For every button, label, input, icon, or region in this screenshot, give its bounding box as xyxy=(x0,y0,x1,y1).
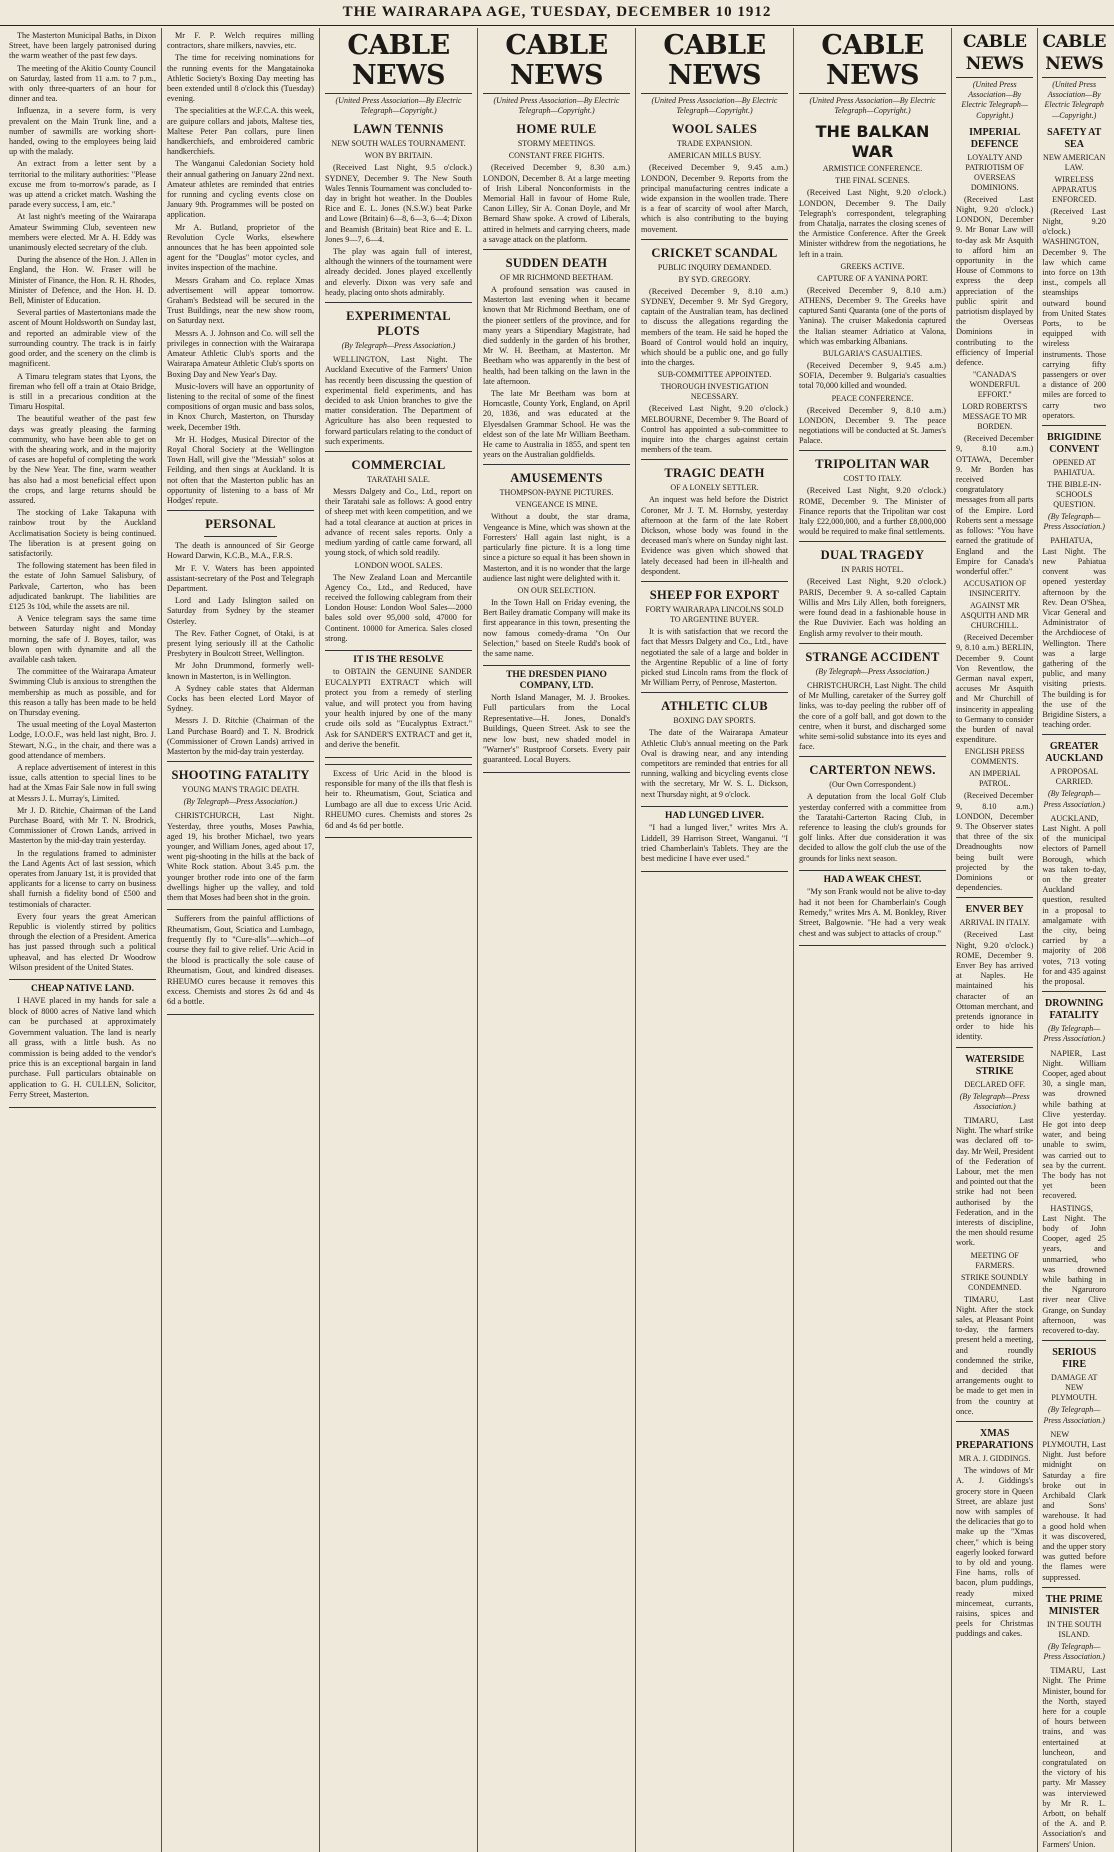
press-credit: (By Telegraph—Press Association.) xyxy=(959,1091,1030,1111)
divider xyxy=(956,1047,1033,1048)
subheading: DAMAGE AT NEW PLYMOUTH. xyxy=(1050,1373,1098,1403)
article-paragraph: Messrs Dalgety and Co., Ltd., report on their Taratahi sale as follows: A good entry of sheep met with keen competition, and we had a total clearance at auction at prices in advance of recent sales reports. Only a medium yarding of cattle came forward, all young stock, of which sold readily. xyxy=(325,487,472,558)
press-credit: (By Telegraph—Press Association.) xyxy=(1043,789,1105,809)
section-heading-greater-auckland: GREATER AUCKLAND xyxy=(1045,741,1104,765)
cable-news-title: CABLE NEWS xyxy=(956,31,1033,78)
article-paragraph: The New Zealand Loan and Mercantile Agency Co., Ltd., and Reduced, have received the following cablegram from their London House: London Wool Sales—2000 bales sold over 95,000 sold, 47000 for Continent. 10000 for America. Sales closed strong. xyxy=(325,572,472,643)
subheading: A PROPOSAL CARRIED. xyxy=(1050,767,1099,787)
subheading: WIRELESS APPARATUS ENFORCED. xyxy=(1051,174,1097,204)
subheading: MR A. J. GIDDINGS. xyxy=(958,1454,1031,1464)
subheading: NEW AMERICAN LAW. xyxy=(1043,152,1106,172)
subheading: MEETING OF FARMERS. xyxy=(970,1250,1019,1270)
article-paragraph: Lord and Lady Islington sailed on Saturday from Sydney by the steamer Osterley. xyxy=(167,596,314,626)
advert-title: HAD LUNGED LIVER. xyxy=(665,810,764,821)
divider xyxy=(483,464,630,465)
section-heading-commercial: COMMERCIAL xyxy=(351,458,446,473)
article-paragraph: (Received December 9, 8.10 a.m.) LONDON, December 9. The Observer states that three of the six Dreadnoughts now being built were projected by the Dominions or dependencies. xyxy=(956,791,1034,893)
subheading: LORD ROBERTS'S MESSAGE TO MR BORDEN. xyxy=(962,402,1028,432)
press-credit: (By Telegraph—Press Association.) xyxy=(1043,1024,1105,1044)
section-heading-xmas-preparations: XMAS PREPARATIONS xyxy=(956,1428,1034,1452)
article-paragraph: In the Town Hall on Friday evening, the Bert Bailey dramatic Company will make its first appearance in this town, presenting the now famous comedy-drama "On Our Selection," based on Steele Rudd's book of the same name. xyxy=(483,597,630,658)
article-paragraph: The death is announced of Sir George Howard Darwin, K.C.B., M.A., F.R.S. xyxy=(167,541,314,561)
subheading: LONDON WOOL SALES. xyxy=(354,560,443,570)
divider xyxy=(325,451,472,452)
article-paragraph: CHRISTCHURCH, Last Night. Yesterday, three youths, Moses Pawhia, aged 19, his brother Michael, two years younger, and William Jones, aged about 17, went pig-shooting in the hills at the back of White Rock station. About 3.45 p.m. the younger brother rode into one of the farm dwellings higher up the valley, and told them that Moses had been shot in the groin. xyxy=(167,811,314,903)
article-paragraph: (Received December 9, 8.10 a.m.) ATHENS, December 9. The Greeks have captured Santi Quaranta (one of the ports of Yanina). The cruiser Makedonia captured the Italian steamer Adriatico at Valona, which was embarking Albanians. xyxy=(799,285,946,346)
subheading: ENGLISH PRESS COMMENTS. xyxy=(964,747,1025,767)
advert-title: THE DRESDEN PIANO COMPANY, LTD. xyxy=(506,670,607,691)
section-heading-tragic-death: TRAGIC DEATH xyxy=(664,466,765,481)
section-heading-drowning-fatality: DROWNING FATALITY xyxy=(1045,998,1104,1022)
section-heading-serious-fire: SERIOUS FIRE xyxy=(1052,1347,1097,1371)
press-credit: (By Telegraph—Press Association.) xyxy=(815,666,930,676)
article-paragraph: (Received Last Night, 9.20 o'clock.) ROME, December 9. Enver Bey has arrived at Naples. He maintained his character of an Ottoman merchant, and pretends ignorance in order to hide his identity. xyxy=(956,930,1034,1042)
subheading: THOROUGH INVESTIGATION NECESSARY. xyxy=(660,382,769,402)
subheading: VENGEANCE IS MINE. xyxy=(515,500,598,510)
divider xyxy=(799,541,946,542)
cable-news-title: CABLE NEWS xyxy=(483,31,630,94)
article-paragraph: A Timaru telegram states that Lyons, the fireman who fell off a train at Otaio Bridge, is still in a precarious condition at the Timaru Hospital. xyxy=(9,371,156,412)
section-heading-home-rule: HOME RULE xyxy=(516,122,597,137)
article-paragraph: The stocking of Lake Takapuna with rainbow trout by the Auckland Acclimatisation Society is being continued. The liberation is at present going on satisfactorily. xyxy=(9,508,156,558)
section-heading-amusements: AMUSEMENTS xyxy=(510,471,603,486)
press-credit: (By Telegraph—Press Association.) xyxy=(341,341,456,351)
column-6 xyxy=(794,28,952,1852)
article-paragraph: Music-lovers will have an opportunity of listening to the recital of some of the finest compositions of organ music and bass solos, in Knox Church, Masterton, on Thursday week, December 19th. xyxy=(167,381,314,432)
section-heading-wool-sales: WOOL SALES xyxy=(671,122,758,137)
section-heading-shooting: SHOOTING FATALITY xyxy=(171,768,310,783)
press-credit: (United Press Association—By Electric Telegraph—Copyright.) xyxy=(961,80,1028,120)
article-paragraph: Mr H. Hodges, Musical Director of the Royal Choral Society at the Wellington Town Hall, will give the "Messiah" solos at Feilding, and then sings at Auckland. It is not often that the Masterton public has an opportunity of listening to a bass of Mr Hodges' repute. xyxy=(167,434,314,505)
subheading: ARMISTICE CONFERENCE. xyxy=(822,164,923,174)
section-heading-cricket-scandal: CRICKET SCANDAL xyxy=(651,245,778,260)
subheading: FORTY WAIRARAPA LINCOLNS SOLD TO ARGENTINE BUYER. xyxy=(645,605,784,625)
divider xyxy=(1042,991,1106,992)
article-paragraph: The specialities at the W.F.C.A. this week, are guipure collars and jabots, Maltese ties, Maltese Peter Pan collars, pure linen handkerchiefs, and embroidered cambric handkerchiefs. xyxy=(167,106,314,157)
section-heading-prime-minister: THE PRIME MINISTER xyxy=(1045,1593,1103,1617)
subheading: TARATAHI SALE. xyxy=(367,475,430,485)
article-paragraph: An inquest was held before the District Coroner, Mr J. T. M. Hornsby, yesterday afternoon at the farm of the late Robert Dickson, whose body was found in the deceased man's where on Sunday night last. Evidence was given which showed that lately deceased had been in ill-health and despondent. xyxy=(641,495,788,576)
column-7 xyxy=(952,28,1110,1852)
article-paragraph: The late Mr Beetham was born at Horncastle, County York, England, on April 20, 1836, and was educated at the Elyesdalsen Grammar School. He was the eldest son of the late Mr William Beetham. He came to Australia in 1855, and spent ten years on the Australian goldfields. xyxy=(483,389,630,460)
article-paragraph: The committee of the Wairarapa Amateur Swimming Club is anxious to strengthen the membership as much as possible, and for this reason a tally has been made to be held on Thursday evening. xyxy=(9,667,156,717)
subheading: ARRIVAL IN ITALY. xyxy=(959,918,1030,928)
page-columns xyxy=(4,28,1110,1849)
article-paragraph: (Received Last Night, 9.20 o'clock.) ROME, December 9. The Minister of Finance reports that the Tripolitan war cost Italy £22,000,000, and a further £8,000,000 would be required to make final settlements. xyxy=(799,486,946,537)
article-paragraph: Mr F. P. Welch requires milling contractors, share milkers, navvies, etc. xyxy=(167,31,314,51)
subheading: COST TO ITALY. xyxy=(843,474,902,484)
column-5 xyxy=(636,28,794,1852)
subheading: IN THE SOUTH ISLAND. xyxy=(1046,1619,1102,1639)
article-paragraph: (Received Last Night, 9.5 o'clock.) SYDNEY, December 9. The New South Wales Tennis Tournament was concluded to-day in bright hot weather. In the Doubles Rice and E. L. Jones (N.S.W.) beat Parke and Lowe (Britain) 6—8, 6—3, 6—4; Dixon and Beamish (Britain) beat Rice and E. L. Jones 9—7, 6—4. xyxy=(325,163,472,244)
subheading: STORMY MEETINGS. xyxy=(517,139,596,149)
column-1 xyxy=(4,28,162,1852)
article-paragraph: (Received Last Night, 9.20 o'clock.) MELBOURNE, December 9. The Board of Control has appointed a sub-committee to inquire into the charges against certain members of the team. xyxy=(641,404,788,455)
advert-title: CHEAP NATIVE LAND. xyxy=(30,984,134,995)
cable-news-title: CABLE NEWS xyxy=(799,31,946,94)
divider xyxy=(1042,734,1106,735)
press-credit: (By Telegraph—Press Association.) xyxy=(1043,1641,1105,1661)
article-paragraph: The windows of Mr A. J. Giddings's grocery store in Queen Street, are ablaze just now with samples of the delicacies that go to make up the "Xmas cheer," which is being eagerly looked forward to by old and young. Fine hams, rolls of bacon, plum puddings, ready mixed mincemeat, currants, raisins, spices and peels for Christmas puddings and cakes. xyxy=(956,1466,1034,1639)
article-paragraph: Messrs A. J. Johnson and Co. will sell the privileges in connection with the Wairarapa Amateur Athletic Club's sports and the Wairarapa Amateur Athletic Club's sports on Boxing Day and New Year's Day. xyxy=(167,328,314,379)
article-paragraph: The Wanganui Caledonian Society hold their annual gathering on January 22nd next. Amateur athletes are reminded that entries for running and cycling events close on January 9th. Programmes will be posted on application. xyxy=(167,159,314,220)
article-paragraph: (Received December 9, 9.45 a.m.) LONDON, December 9. Reports from the principal manufacturing centres indicate a wide expansion in the woollen trade. There is a fear of scarcity of wool after March, which is also contributing to the buying movement. xyxy=(641,163,788,234)
article-paragraph: Messrs Graham and Co. replace Xmas advertisement will appear tomorrow. Graham's Bedstead will be secured in the Trust Buildings, near the new show room, on Saturday next. xyxy=(167,275,314,326)
subheading: ON OUR SELECTION. xyxy=(517,585,596,595)
subheading: AMERICAN MILLS BUSY. xyxy=(668,151,761,161)
divider xyxy=(641,692,788,693)
advert-text: I HAVE placed in my hands for sale a block of 8000 acres of Native land which can be purchased at approximately Government valuation. The land is nearly all grass, with a little bush. As no commission is being added to the vendor's price this is an exceptional bargain in land purchase. Full particulars obtainable on application to G. H. CULLEN, Solicitor, Ferry Street, Masterton. xyxy=(9,996,156,1100)
divider xyxy=(641,581,788,582)
article-paragraph: (Received December 9, 8.10 a.m.) SYDNEY, December 9. Mr Syd Gregory, captain of the Australian team, has declined to discuss the allegations regarding the members of the team. He said he hoped the Board of Control would hold an inquiry, which should be a public one, and go fully into the charges. xyxy=(641,286,788,368)
section-heading-carterton-news: CARTERTON NEWS. xyxy=(809,763,936,778)
advert-text: Sufferers from the painful afflictions of Rheumatism, Gout, Sciatica and Lumbago, frequently fly to "Cure-alls"—which—of course they fail to give relief. Uric Acid in the blood is practically the sole cause of Rheumatism, Gout, and kindred diseases. RHEUMO cures because it removes this excess. Chemists and stores 2s 6d and 4s 6d a bottle. xyxy=(167,914,314,1007)
article-paragraph: A replace advertisement of interest in this issue, calls attention to special lines to be had at the Xmas Fair Sale now in full swing at Messrs J. L. Murray's, Limited. xyxy=(9,763,156,803)
section-heading-strange-accident: STRANGE ACCIDENT xyxy=(805,649,940,664)
subheading: PUBLIC INQUIRY DEMANDED. xyxy=(657,262,772,272)
article-paragraph: (Received December 9, 8.10 a.m.) LONDON, December 9. The peace negotiations will be conducted at St. James's Palace. xyxy=(799,405,946,446)
advertisement-uric-acid xyxy=(325,764,472,838)
subheading: LOYALTY AND PATRIOTISM OF OVERSEAS DOMINIONS. xyxy=(965,152,1024,192)
advertisement-native-land xyxy=(9,979,156,1107)
article-paragraph: A profound sensation was caused in Masterton last evening when it became known that Mr Richmond Beetham, one of the pioneer settlers of the province, and for many years a Stipendiary Magistrate, had died suddenly in the garden of his brother, Mr W. H. Beetham, at Masterton. Mr Beetham who was apparently in the best of health, had been talking on the lawn in the late afternoon. xyxy=(483,285,630,386)
press-credit: (By Telegraph—Press Association.) xyxy=(1043,1405,1105,1425)
advertisement-dresden-piano xyxy=(483,665,630,773)
advert-title: HAD A WEAK CHEST. xyxy=(823,874,922,885)
article-paragraph: It is with satisfaction that we record the fact that Messrs Dalgety and Co., Ltd., have negotiated the sale of a large and bolder in the Argentine Republic of a line of forty picked stud Lincoln rams from the flock of Mr William Perry, of Penrose, Masterton. xyxy=(641,627,788,688)
divider xyxy=(799,756,946,757)
press-credit: (By Telegraph—Press Association.) xyxy=(183,797,298,807)
subheading: BOXING DAY SPORTS. xyxy=(673,716,756,726)
cable-news-title: CABLE NEWS xyxy=(1042,31,1106,78)
section-heading-imperial-defence: IMPERIAL DEFENCE xyxy=(969,126,1021,150)
advert-text: to OBTAIN the GENUINE SANDER EUCALYPTI EXTRACT which will protect you from a remedy of sterling value, and will protect you from having your health injured by one of the many crude oils sold as "Eucalyptus Extract." Ask for SANDER'S EXTRACT and get it, and derive the benefit. xyxy=(325,667,472,750)
article-paragraph: (Received Last Night, 9.20 o'clock.) PARIS, December 9. A so-called Captain Willis and Mrs Lily Allen, both foreigners, were found dead in a fashionable house in the Rue Duvivier. Each was holding an English army revolver to their mouth. xyxy=(799,577,946,638)
article-paragraph: NEW PLYMOUTH, Last Night. Just before midnight on Saturday a fire broke out in Archibald Clark and Sons' warehouse. It had a good hold when it was discovered, and the upper story was gutted before the flames were suppressed. xyxy=(1042,1429,1106,1582)
press-credit: (United Press Association—By Electric Telegraph—Copyright.) xyxy=(809,96,936,116)
press-credit: (United Press Association—By Electric Telegraph—Copyright.) xyxy=(651,96,778,116)
subheading: THE FINAL SCENES. xyxy=(835,176,910,186)
article-paragraph: TIMARU, Last Night. The Prime Minister, bound for the North, stayed here for a couple of hours between trains, and was entertained at luncheon, and congratulated on the victory of his party. Mr Massey was interviewed by Mr R. L. Arbott, on behalf of the A. and P. Association's and Farmers' Union. xyxy=(1042,1666,1106,1849)
article-paragraph: TIMARU, Last Night. After the stock sales, at Pleasant Point to-day, the farmers present held a meeting, and roundly condemned the strike, and decided that arrangements ought to be made to get men in from the country at once. xyxy=(956,1294,1034,1416)
article-paragraph: Without a doubt, the star drama, Vengeance is Mine, which was shown at the Forresters' Hall again last night, is a particularly fine picture. It is a long time since a picture so equal it has been shown in Masterton, and it is no wonder that the large audience last night were delighted with it. xyxy=(483,512,630,583)
article-paragraph: (Received December 9, 8.30 a.m.) LONDON, December 8. At a large meeting of Irish Liberal Nonconformists in the Memorial Hall in favour of Home Rule, Canon Lilley, Sir A. Conan Doyle, and Mr Bernard Shaw spoke. A crowd of Liberals, attired in helmets and carrying cheers, made a savage attack on the platform. xyxy=(483,163,630,244)
article-paragraph: At last night's meeting of the Wairarapa Amateur Swimming Club, seventeen new members were elected. Mr A. H. Eddy was unanimously elected secretary of the club. xyxy=(9,212,156,253)
cable-news-title: CABLE NEWS xyxy=(641,31,788,94)
subheading: OPENED AT PAHIATUA. xyxy=(1052,458,1096,478)
section-heading-tripolitan-war: TRIPOLITAN WAR xyxy=(815,457,930,472)
subheading: SUB-COMMITTEE APPOINTED. xyxy=(657,370,772,380)
advertisement-chamberlain xyxy=(641,806,788,872)
divider xyxy=(641,459,788,460)
article-paragraph: Messrs J. D. Ritchie (Chairman of the Land Purchase Board) and T. N. Brodrick (Commissioner of Crown Lands) arrived in Masterton by the mid-day train yesterday. xyxy=(167,716,314,756)
section-heading-enver-bey: ENVER BEY xyxy=(965,904,1024,916)
article-paragraph: The following statement has been filed in the estate of John Samuel Salisbury, of Parkvale, Carterton, who has been adjudicated bankrupt. The liabilities are £125 3s 10d, while the assets are nil. xyxy=(9,561,156,611)
subheading: IN PARIS HOTEL. xyxy=(841,565,904,575)
article-paragraph: Mr J. D. Ritchie, Chairman of the Land Purchase Board, with Mr T. N. Brodrick, Commissioner of Crown Lands, arrived in Masterton by the mid-day train yesterday. xyxy=(9,805,156,846)
article-paragraph: HASTINGS, Last Night. The body of John Cooper, aged 25 years, and unmarried, who was drowned while bathing in the Ngaruroro river near Clive Grange, on Sunday afternoon, was recovered to-day. xyxy=(1042,1203,1106,1336)
divider xyxy=(325,302,472,303)
article-paragraph: WELLINGTON, Last Night. The Auckland Executive of the Farmers' Union has recently been discussing the question of experimental field experiments, and has decided to ask Union branches to give the matter consideration. The Department of Agriculture has also been requested to forward particulars relating to the conduct of such experiments. xyxy=(325,355,472,446)
divider xyxy=(956,897,1033,898)
section-heading-athletic-club: ATHLETIC CLUB xyxy=(661,699,768,714)
article-paragraph: A Sydney cable states that Alderman Cocks has been elected Lord Mayor of Sydney. xyxy=(167,683,314,714)
cable-news-title: CABLE NEWS xyxy=(325,31,472,94)
subheading: CAPTURE OF A YANINA PORT. xyxy=(817,273,928,283)
divider xyxy=(483,249,630,250)
subheading: "CANADA'S WONDERFUL EFFORT." xyxy=(969,370,1020,400)
article-paragraph: The usual meeting of the Loyal Masterton Lodge, I.O.O.F., was held last night, Bro. J. Stewart, N.G., in the chair, and there was a good attendance of members. xyxy=(9,720,156,760)
article-paragraph: NAPIER, Last Night. William Cooper, aged about 30, a single man, was drowned while bathing at Clive yesterday. He got into deep water, and being unable to swim, was carried out to sea by the current. The body has not yet been recovered. xyxy=(1042,1048,1106,1201)
subheading: YOUNG MAN'S TRAGIC DEATH. xyxy=(181,785,300,795)
article-paragraph: (Received December 9, 8.10 a.m.) BERLIN, December 9. Count Von Reventlow, the German naval expert, accuses Mr Asquith and Mr Churchill of insincerity in appealing to Germany to consider the burden of naval expenditure. xyxy=(956,633,1034,745)
subheading: (Our Own Correspondent.) xyxy=(829,780,916,790)
section-heading-safety-at-sea: SAFETY AT SEA xyxy=(1047,126,1102,150)
press-credit: (United Press Association—By Electric Telegraph—Copyright.) xyxy=(493,96,620,116)
article-paragraph: (Received December 9, 9.45 a.m.) SOFIA, December 9. Bulgaria's casualties total 70,000 killed and wounded. xyxy=(799,361,946,391)
article-paragraph: The date of the Wairarapa Amateur Athletic Club's annual meeting on the Park Oval is drawing near, and any intending competitors are reminded that entries for all running, walking and bicycling events close with the secretary, Mr W. S. L. Dickson, next Thursday night, at 9 o'clock. xyxy=(641,728,788,799)
subheading: PEACE CONFERENCE. xyxy=(831,393,914,403)
advert-text: North Island Manager, M. J. Brookes. Full particulars from the Local Representative—H. Jones, Donald's Buildings, Queen Street. Ask to see the new low bust, new shaded model in "Warner's" Rustproof Corsets. Every pair guaranteed. Local Buyers. xyxy=(483,692,630,765)
article-paragraph: The play was again full of interest, although the winners of the tournament were already decided. Jones played excellently and eleverly. Dixon was very safe and heady, placing onto shots admirably. xyxy=(325,247,472,297)
section-heading-balkan-war: THE BALKAN WAR xyxy=(815,122,930,162)
article-paragraph: During the absence of the Hon. J. Allen in England, the Hon. W. Fraser will be Minister of Finance, the Hon. R. H. Rhodes, Minister of Defence, and the Hon. H. D. Bell, Minister of Education. xyxy=(9,255,156,306)
divider xyxy=(167,761,314,762)
section-heading-brigidine-convent: BRIGIDINE CONVENT xyxy=(1046,432,1102,456)
subheading: OF MR RICHMOND BEETHAM. xyxy=(500,273,613,283)
article-paragraph: TIMARU, Last Night. The wharf strike was declared off to-day. Mr Weil, President of the Federation of Labour, met the men and pointed out that the strike had not been authorised by the Federation, and in the interests of discipline, the men should resume work. xyxy=(956,1116,1034,1248)
article-paragraph: Several parties of Mastertonians made the ascent of Mount Holdsworth on Sunday last, and reported an admirable view of the surrounding country. The track is in fairly good order, and the scenery on the climb is magnificent. xyxy=(9,308,156,369)
article-paragraph: A Venice telegram says the same time between Saturday night and Monday morning, the safe of J. Boyes, tailor, was blown open with dynamite and all the available cash taken. xyxy=(9,614,156,664)
section-heading-waterside-strike: WATERSIDE STRIKE xyxy=(965,1053,1025,1077)
article-paragraph: In the regulations framed to administer the Land Agents Act of last session, which operates from January 1st, it is provided that applicants for a license to carry on business shall furnish a fidelity bond of £500 and testimonials of character. xyxy=(9,848,156,909)
section-heading-lawn-tennis: LAWN TENNIS xyxy=(353,122,444,137)
subheading: GREEKS ACTIVE. xyxy=(840,261,905,271)
subheading: ACCUSATION OF INSINCERITY. xyxy=(963,579,1027,599)
article-paragraph: Mr A. Butland, proprietor of the Revolution Cycle Works, elsewhere announces that he has been appointed sole agent for the "Douglas" motor cycles, and invites inspection of the machine. xyxy=(167,222,314,273)
article-paragraph: A deputation from the local Golf Club yesterday conferred with a committee from the Taratahi-Carterton Racing Club, in reference to leasing the club's grounds for golf links. After due consideration it was decided to allow the golf club the use of the grounds for links next season. xyxy=(799,792,946,863)
article-paragraph: (Received Last Night, 9.20 o'clock.) WASHINGTON, December 9. The law which came into force on 13th inst., compels all steamships outward bound from United States Ports, to be equipped with wireless instruments. Those carrying fifty passengers or over a distance of 200 miles are forced to carry two operators. xyxy=(1042,206,1106,420)
subheading: AN IMPERIAL PATROL. xyxy=(969,769,1021,789)
divider xyxy=(204,536,278,537)
subheading: DECLARED OFF. xyxy=(964,1079,1026,1089)
article-paragraph: The Rev. Father Cognet, of Otaki, is at present lying seriously ill at the Catholic Presbytery in Boulcott Street, Wellington. xyxy=(167,628,314,659)
subheading: AGAINST MR ASQUITH AND MR CHURCHILL. xyxy=(960,601,1029,631)
article-paragraph: AUCKLAND, Last Night. A poll of the municipal electors of Parnell Borough, which was taken to-day, on the greater Auckland question, resulted in a proposal to amalgamate with the city, being carried by a majority of 208 votes, 713 voting for and 435 against the proposal. xyxy=(1042,813,1106,986)
press-credit: (United Press Association—By Electric Telegraph—Copyright.) xyxy=(335,96,462,116)
article-paragraph: The meeting of the Akitio County Council on Saturday, lasted from 11 a.m. to 7 p.m., with only three-quarters of an hour for dinner and tea. xyxy=(9,63,156,104)
subheading: THE BIBLE-IN-SCHOOLS QUESTION. xyxy=(1046,480,1102,510)
newspaper-masthead: THE WAIRARAPA AGE, TUESDAY, DECEMBER 10 1912 xyxy=(0,0,1114,26)
article-paragraph: The beautiful weather of the past few days was greatly pleasing the farming community, who have been able to get on with the shearing work, and in the majority of cases are hopeful of completing the work by the New Year. The fine, warm weather has also had a most beneficial effect upon the crops, and large returns should be assured. xyxy=(9,414,156,505)
subheading: OF A LONELY SETTLER. xyxy=(670,483,759,493)
article-paragraph: Mr John Drummond, formerly well-known in Masterton, is in Wellington. xyxy=(167,661,314,681)
article-paragraph: Mr F. V. Waters has been appointed assistant-secretary of the Post and Telegraph Department. xyxy=(167,563,314,593)
article-paragraph: The time for receiving nominations for the running events for the Mangatainoka Athletic Society's Boxing Day meeting has been extended until 8 o'clock this (Tuesday) evening. xyxy=(167,53,314,104)
press-credit: (United Press Association—By Electric Telegraph—Copyright.) xyxy=(1044,80,1104,120)
subheading: BULGARIA'S CASUALTIES. xyxy=(822,349,923,359)
article-paragraph: PAHIATUA, Last Night. The new Pahiatua convent was opened yesterday afternoon by the Rev. Dean O'Shea, Vicar General and Administrator of the Archdiocese of Wellington. There was a large gathering of the public, and many visiting priests. The building is for the use of the Brigidine Sisters, a teaching order. xyxy=(1042,536,1106,730)
advertisement-rheumo xyxy=(167,909,314,1015)
article-paragraph: (Received December 9, 8.10 a.m.) OTTAWA, December 9. Mr Borden has received congratulatory messages from all parts of the Empire. Lord Roberts sent a message as follows: "You have earned the gratitude of England and the Empire for Canada's wonderful offer." xyxy=(956,434,1034,576)
subheading: CONSTANT FREE FIGHTS. xyxy=(508,151,605,161)
subheading: BY SYD. GREGORY. xyxy=(678,274,751,284)
divider xyxy=(1042,1587,1106,1588)
divider xyxy=(1042,1340,1106,1341)
section-heading-personal: PERSONAL xyxy=(205,517,276,532)
divider xyxy=(799,643,946,644)
section-heading-experimental-plots: EXPERIMENTAL PLOTS xyxy=(346,309,451,339)
advert-text: "My son Frank would not be alive to-day had it not been for Chamberlain's Cough Remedy," writes Mrs A. M. Bonkley, River Street, Balgownie. "He had a very weak chest and was subject to attacks of croup." xyxy=(799,887,946,938)
column-3 xyxy=(320,28,478,1852)
subheading: STRIKE SOUNDLY CONDEMNED. xyxy=(960,1272,1029,1292)
article-paragraph: (Received Last Night, 9.20 o'clock.) LONDON, December 9. Mr Bonar Law will to-day ask Mr Asquith to afford him an opportunity in the House of Commons to express the deep appreciation of the public spirit and patriotism displayed by the Overseas Dominions in contributing to the efficiency of Imperial defence. xyxy=(956,194,1034,368)
divider xyxy=(956,1421,1033,1422)
column-2 xyxy=(162,28,320,1852)
divider xyxy=(167,510,314,511)
article-paragraph: Influenza, in a severe form, is very prevalent on the Main Trunk line, and a number of sawmills are working short-handed, owing to the employees being laid up with the malady. xyxy=(9,106,156,157)
advert-text: Excess of Uric Acid in the blood is responsible for many of the ills that flesh is heir to. Rheumatism, Gout, Sciatica and Lumbago are all due to excess Uric Acid. RHEUMO cures. Chemists and stores 2s 6d and 4s 6d per bottle. xyxy=(325,768,472,830)
advertisement-weak-chest xyxy=(799,870,946,946)
subheading: THOMPSON-PAYNE PICTURES. xyxy=(499,488,614,498)
divider xyxy=(641,239,788,240)
divider xyxy=(799,450,946,451)
advert-text: "I had a lunged liver," writes Mrs A. Liddell, 39 Harrison Street, Wanganui. "I tried Chamberlain's Tablets. They are the best medicine I have ever used." xyxy=(641,823,788,864)
article-paragraph: An extract from a letter sent by a territorial to the military authorities: "Please excuse me from to-morrow's parade, as I was up attend a cricket match. Washing the parade every success, I am, etc." xyxy=(9,159,156,210)
subheading: NEW SOUTH WALES TOURNAMENT. xyxy=(331,139,466,149)
article-paragraph: Every four years the great American Republic is violently stirred by politics through the election of a President. America has just passed through such a political upheaval, and has elected Dr Woodrow Wilson president of the United States. xyxy=(9,911,156,972)
press-credit: (By Telegraph—Press Association.) xyxy=(1043,512,1105,532)
divider xyxy=(1042,425,1106,426)
article-paragraph: CHRISTCHURCH, Last Night. The child of Mr Mulling, caretaker of the Surrey golf links, was to-day peeling the rubber off of the core of a golf ball, and got down to the centre, when it burst, and discharged some white semi-solid substance into its eyes and face. xyxy=(799,680,946,752)
subheading: TRADE EXPANSION. xyxy=(676,139,753,149)
column-4 xyxy=(478,28,636,1852)
article-paragraph: (Received Last Night, 9.20 o'clock.) LONDON, December 9. The Daily Telegraph's correspondent, telegraphing from Chatalja, narrates the closing scenes of the Armistice Conference. After the Greek Minister withdrew from the negotiations, he left in a train. xyxy=(799,188,946,259)
advert-title: IT IS THE RESOLVE xyxy=(353,654,444,665)
column-7b xyxy=(1038,28,1110,1852)
advertisement-sander xyxy=(325,650,472,758)
section-heading-sudden-death: SUDDEN DEATH xyxy=(505,256,608,271)
article-paragraph: The Masterton Municipal Baths, in Dixon Street, have been largely patronised during the warm weather of the past few days. xyxy=(9,31,156,61)
section-heading-dual-tragedy: DUAL TRAGEDY xyxy=(820,548,925,563)
column-7a xyxy=(952,28,1038,1852)
section-heading-sheep-export: SHEEP FOR EXPORT xyxy=(649,588,780,603)
subheading: WON BY BRITAIN. xyxy=(364,151,433,161)
